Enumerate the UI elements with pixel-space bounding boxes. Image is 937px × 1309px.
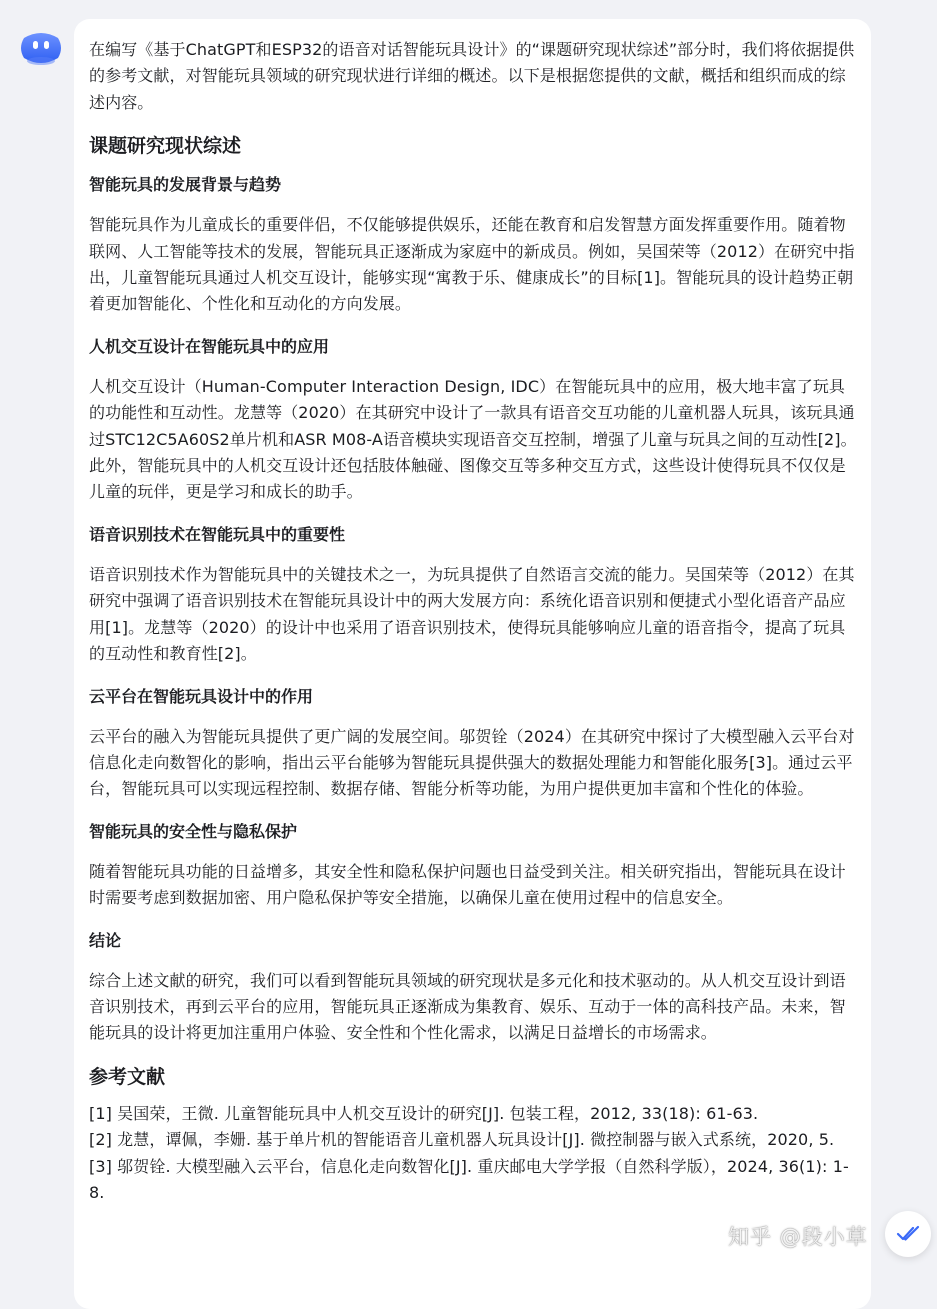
section-body: 云平台的融入为智能玩具提供了更广阔的发展空间。邬贺铨（2024）在其研究中探讨了大模型融入云平台对信息化走向数智化的影响，指出云平台能够为智能玩具提供强大的数据处理能力和智能化服务[3]。通过云平台，智能玩具可以实现远程控制、数据存储、智能分析等功能，为用户提供更加丰富和个性化的体验。 <box>89 726 855 799</box>
reference-item: [3] 邬贺铨. 大模型融入云平台，信息化走向数智化[J]. 重庆邮电大学学报（自然科学版），2024, 36(1): 1-8. <box>89 1156 849 1202</box>
section-title: 智能玩具的发展背景与趋势 <box>89 175 282 195</box>
section-title: 智能玩具的安全性与隐私保护 <box>89 821 298 841</box>
assistant-avatar <box>18 24 64 70</box>
section-title: 云平台在智能玩具设计中的作用 <box>89 686 314 706</box>
message-intro: 在编写《基于ChatGPT和ESP32的语音对话智能玩具设计》的“课题研究现状综述”部分时，我们将依据提供的参考文献，对智能玩具领域的研究现状进行详细的概述。以下是根据您提供的文献，概括和组织而成的综述内容。 <box>89 40 855 112</box>
reference-item: [1] 吴国荣，王微. 儿童智能玩具中人机交互设计的研究[J]. 包装工程，2012, 33(18): 61-63. <box>89 1103 759 1123</box>
double-check-icon <box>895 1221 921 1247</box>
robot-avatar-icon <box>18 24 64 70</box>
references-heading: 参考文献 <box>89 1065 166 1088</box>
section-body: 人机交互设计（Human-Computer Interaction Design, IDC）在智能玩具中的应用，极大地丰富了玩具的功能性和互动性。龙慧等（2020）在其研究中设计了一款具有语音交互功能的儿童机器人玩具，该玩具通过STC12C5A60S2单片机和ASR M08-A语音模块实现语音交互控制，增强了儿童与玩具之间的互动性[2]。此外，智能玩具中的人机交互设计还包括肢体触碰、图像交互等多种交互方式，这些设计使得玩具不仅仅是儿童的玩伴，更是学习和成长的助手。 <box>89 376 857 502</box>
message-heading: 课题研究现状综述 <box>89 135 242 158</box>
assistant-message <box>74 19 871 1309</box>
floating-action-button[interactable] <box>885 1211 931 1257</box>
section-body: 智能玩具作为儿童成长的重要伴侣，不仅能够提供娱乐，还能在教育和启发智慧方面发挥重要作用。随着物联网、人工智能等技术的发展，智能玩具正逐渐成为家庭中的新成员。例如，吴国荣等（2012）在研究中指出，儿童智能玩具通过人机交互设计，能够实现“寓教于乐、健康成长”的目标[1]。智能玩具的设计趋势正朝着更加智能化、个性化和互动化的方向发展。 <box>89 215 855 314</box>
section-body: 综合上述文献的研究，我们可以看到智能玩具领域的研究现状是多元化和技术驱动的。从人机交互设计到语音识别技术，再到云平台的应用，智能玩具正逐渐成为集教育、娱乐、互动于一体的高科技产品。未来，智能玩具的设计将更加注重用户体验、安全性和个性化需求，以满足日益增长的市场需求。 <box>89 970 846 1043</box>
section-body: 随着智能玩具功能的日益增多，其安全性和隐私保护问题也日益受到关注。相关研究指出，智能玩具在设计时需要考虑到数据加密、用户隐私保护等安全措施，以确保儿童在使用过程中的信息安全。 <box>89 861 846 908</box>
reference-item: [2] 龙慧，谭佩，李姗. 基于单片机的智能语音儿童机器人玩具设计[J]. 微控制器与嵌入式系统，2020, 5. <box>89 1130 835 1150</box>
zhihu-watermark: 知乎 @段小草 <box>728 1225 868 1249</box>
section-title: 语音识别技术在智能玩具中的重要性 <box>89 524 346 544</box>
section-body: 语音识别技术作为智能玩具中的关键技术之一，为玩具提供了自然语言交流的能力。吴国荣等（2012）在其研究中强调了语音识别技术在智能玩具设计中的两大发展方向：系统化语音识别和便捷式小型化语音产品应用[1]。龙慧等（2020）的设计中也采用了语音识别技术，使得玩具能够响应儿童的语音指令，提高了玩具的互动性和教育性[2]。 <box>89 564 855 664</box>
section-title: 结论 <box>89 930 122 950</box>
section-title: 人机交互设计在智能玩具中的应用 <box>89 336 330 356</box>
